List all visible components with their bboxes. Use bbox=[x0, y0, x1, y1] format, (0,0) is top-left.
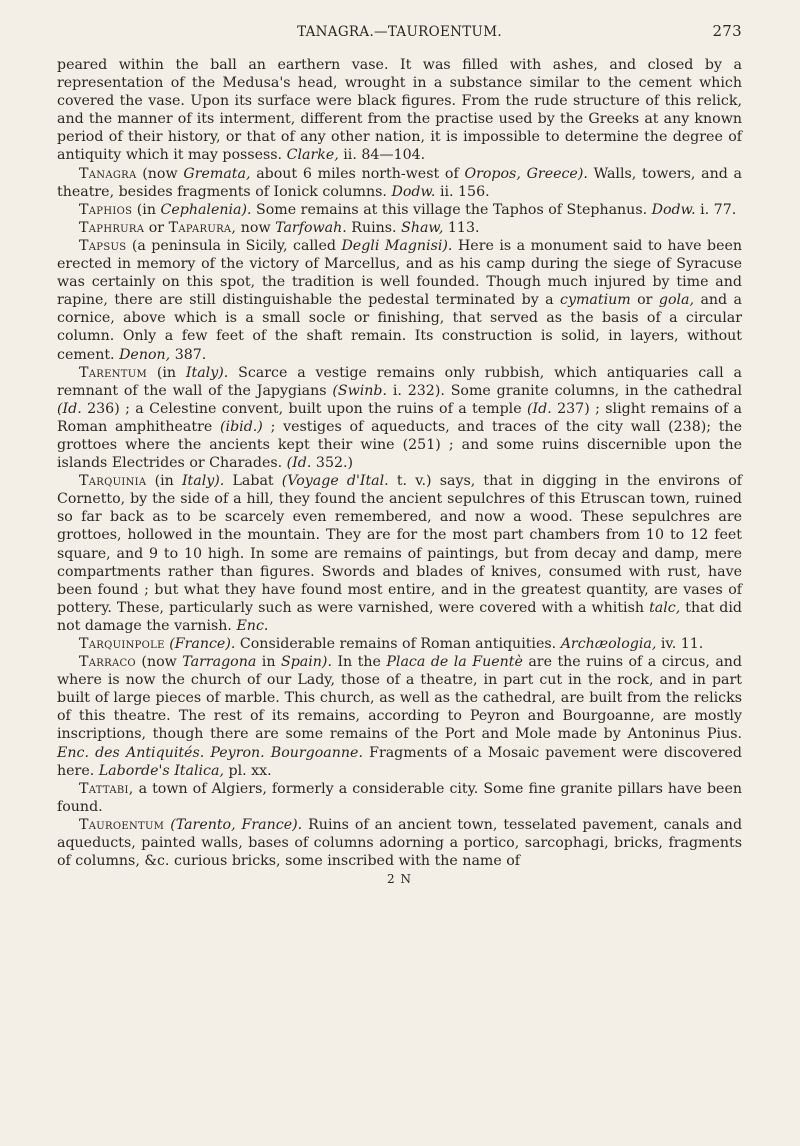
running-title: TANAGRA.—TAUROENTUM. bbox=[297, 24, 502, 40]
entry-tarquinpole: Tarquinpole (France). Considerable remains of Roman antiquities. Archæologia, iv. 11. bbox=[79, 636, 704, 652]
entry-headword: Tanagra bbox=[79, 165, 137, 182]
entry-headword: Tarquinia bbox=[79, 473, 147, 490]
continuation-text: peared within the ball an earthern vase. It was filled with ashes, and closed by a representation of the Medusa's head, wrought in a substance similar to the cement which covered the vase. Upon its surface were black figures. From the rude structure of this relick, and the manner of its interment, different from the practise used by the Greeks at any known period of their history, or that of any other nation, it is impossible to determine the degree of antiquity which it may possess. bbox=[57, 57, 742, 164]
entry-tattabi: Tattabi, a town of Algiers, formerly a considerable city. Some fine granite pillars have been found. bbox=[57, 780, 742, 815]
entry-tarraco: Tarraco (now Tarragona in Spain). In the Placa de la Fuentè are the ruins of a circus, and where is now the church of our Lady, those of a theatre, in part cut in the rock, and in part built of large pieces of marble. This church, as well as the cathedral, are built from the relicks of this theatre. The rest of its remains, according to Peyron and Bourgoanne, are mostly inscriptions, though there are some remains of the Port and Mole made by Antoninus Pius. Enc. des Antiquités. Peyron. Bourgoanne. Fragments of a Mosaic pavement were discovered here. Laborde's Italica, pl. xx. bbox=[57, 654, 743, 779]
entry-headword: Taphrura bbox=[79, 219, 145, 236]
entry-tanagra: Tanagra (now Gremata, about 6 miles north-west of Oropos, Greece). Walls, towers, and a theatre, besides fragments of Ionick columns. Dodw. ii. 156. bbox=[57, 165, 743, 200]
entry-tauroentum: Tauroentum (Tarento, France). Ruins of an ancient town, tesselated pavement, canals and aqueducts, painted walls, bases of columns adorning a portico, sarcophagi, bricks, fragments of columns, &c. curious bricks, some inscribed with the name of bbox=[57, 816, 743, 870]
entry-headword: Tauroentum bbox=[79, 816, 165, 833]
printer-signature: 2 N bbox=[387, 872, 412, 887]
body-text bbox=[57, 56, 742, 870]
continuation-paragraph bbox=[57, 56, 742, 165]
entry-tapsus: Tapsus (a peninsula in Sicily, called Degli Magnisi). Here is a monument said to have been erected in memory of the victory of Marcellus, and as his camp during the siege of Syracuse was certainly on this spot, the tradition is well founded. Though much injured by time and rapine, there are still distinguishable the pedestal terminated by a cymatium or gola, and a cornice, above which is a small socle or finishing, that served as the basis of a circular column. Only a few feet of the shaft remain. Its construction is solid, in layers, without cement. Denon, 387. bbox=[57, 237, 743, 363]
running-head bbox=[57, 18, 742, 44]
source-citation: Clarke, bbox=[286, 147, 339, 164]
page-number: 273 bbox=[712, 22, 742, 40]
entry-headword: Tarraco bbox=[79, 654, 136, 671]
source-citation: Dodw. bbox=[651, 201, 696, 218]
entry-tarentum: Tarentum (in Italy). Scarce a vestige remains only rubbish, which antiquaries call a remnant of the wall of the Japygians (Swinb. i. 232). Some granite columns, in the cathedral (Id. 236) ; a Celestine convent, built upon the ruins of a temple (Id. 237) ; slight remains of a Roman amphitheatre (ibid.) ; vestiges of aqueducts, and traces of the city wall (238); the grottoes where the ancients kept their wine (251) ; and some ruins discernible upon the islands Electrides or Charades. (Id. 352.) bbox=[57, 364, 743, 472]
source-citation: Enc. des Antiquités. Peyron. Bourgoanne. bbox=[57, 744, 363, 761]
entry-headword: Tapsus bbox=[79, 237, 127, 254]
entry-headword: Tarentum bbox=[79, 364, 148, 381]
entry-taphrura: Taphrura or Taparura, now Tarfowah. Ruins. Shaw, 113. bbox=[79, 219, 480, 236]
source-citation: Laborde's Italica, bbox=[98, 762, 224, 779]
source-citation: Dodw. bbox=[391, 183, 436, 200]
entry-headword: Tattabi, bbox=[79, 780, 134, 797]
entry-tarquinia: Tarquinia (in Italy). Labat (Voyage d'Ital. t. v.) says, that in digging in the environs of Cornetto, by the side of a hill, they found the ancient sepulchres of this Etruscan town, ruined so far back as to be scarcely even remembered, and now a wood. These sepulchres are grottoes, hollowed in the mountain. They are for the most part chambers from 10 to 12 feet square, and 9 to 10 high. In some are remains of paintings, but from decay and damp, mere compartments rather than figures. Swords and blades of knives, consumed with rust, have been found ; but what they have found most entire, and in the greatest quantity, are vases of pottery. These, particularly such as were varnished, were covered with a whitish talc, that did not damage the varnish. Enc. bbox=[57, 473, 743, 634]
source-citation: Denon, bbox=[119, 346, 171, 363]
source-citation: Enc. bbox=[236, 617, 269, 634]
entry-headword: Taphios bbox=[79, 201, 133, 218]
entry-headword: Tarquinpole bbox=[79, 636, 165, 652]
citation-ref: ii. 84—104. bbox=[343, 147, 426, 164]
source-citation: Archæologia, bbox=[560, 636, 657, 652]
entry-taphios: Taphios (in Cephalenia). Some remains at this village the Taphos of Stephanus. Dodw. i. 77. bbox=[79, 201, 737, 218]
entry-headword-variant: Taparura, bbox=[168, 219, 237, 236]
source-citation: Shaw, bbox=[401, 219, 444, 236]
